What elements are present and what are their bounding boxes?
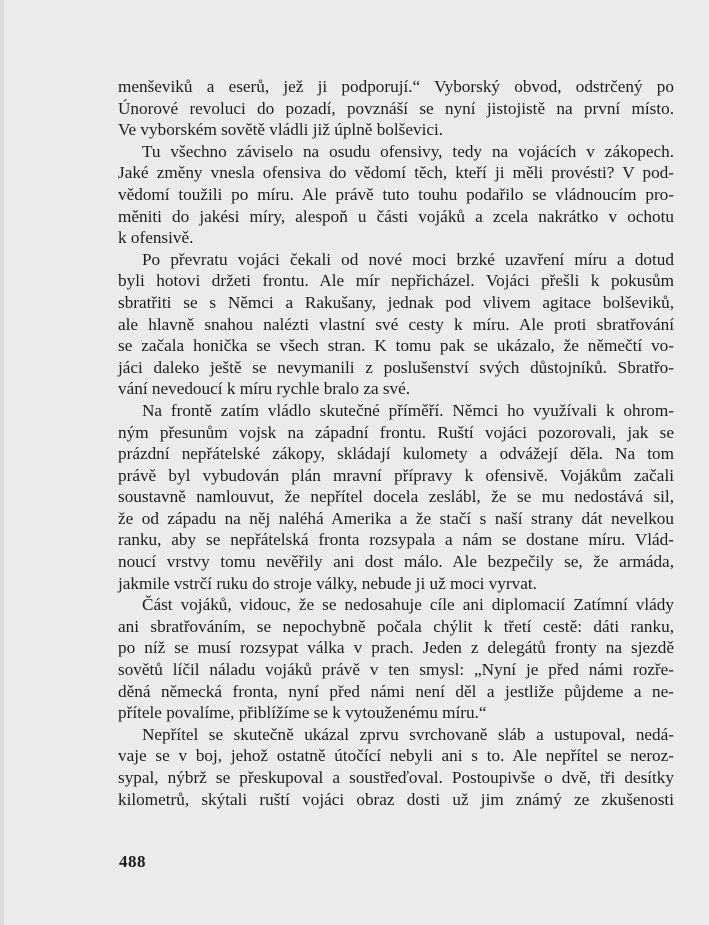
paragraph [118,249,674,400]
text-line: Nepřítel se skutečně ukázal zprvu svrchovaně sláb a ustupoval, nedá- [142,724,674,744]
text-line: sypal, nýbrž se přeskupoval a soustřeďoval. Postoupivše o dvě, tři desítky [118,768,674,787]
text-line: ale hlavně snahou nalézti vlastní své cesty k míru. Ale proti sbratřování [118,314,674,334]
paragraph [118,400,674,594]
text-line: měniti do jakési míry, alespoň u části vojáků a zcela nakrátko v ochotu [118,206,674,226]
text-line: Ve vyborském sovětě vládli již úplně bolševici. [118,120,444,140]
text-line: sovětů líčil náladu vojáků právě v ten smysl: „Nyní je před námi rozře- [118,660,674,680]
text-line: se začala honička se všech stran. K tomu pak se ukázalo, že němečtí vo- [118,336,674,356]
text-line: menševiků a eserů, jež ji podporují.“ Vyborský obvod, odstrčený po [118,77,674,96]
text-line: Jaké změny vnesla ofensiva do vědomí těch, kteří ji měli provésti? V pod- [118,163,674,183]
text-line: Po převratu vojáci čekali od nové moci brzké uzavření míru a dotud [142,249,674,269]
page-number: 488 [119,852,146,871]
text-line: vědomí toužili po míru. Ale právě tuto touhu podařilo se vládnoucím pro- [118,184,674,204]
text-line: Na frontě zatím vládlo skutečné příměří. Němci ho využívali k ohrom- [142,400,674,420]
text-line: Tu všechno záviselo na osudu ofensivy, tedy na vojácích v zákopech. [142,141,674,161]
text-line: právě byl vybudován plán mravní přípravy k ofensivě. Vojákům začali [118,465,674,485]
text-line: děná německá fronta, nyní před námi není děl a jestliže půjdeme a ne- [118,681,674,701]
paragraph [118,76,674,141]
text-line: k ofensivě. [118,228,194,248]
paragraph [118,724,674,810]
text-line: sbratřiti se s Němci a Rakušany, jednak pod vlivem agitace bolševiků, [118,292,674,312]
text-line: ranku, aby se nepřátelská fronta rozsypala a nám se dostane míru. Vlád- [118,530,674,550]
text-line: jakmile vstrčí ruku do stroje války, nebude ji už moci vyrvat. [118,573,537,593]
text-line: byli hotovi držeti frontu. Ale mír nepřicházel. Vojáci přešli k pokusům [118,271,674,291]
text-line: ani sbratřováním, se nepochybně počala chýlit k třetí cestě: dáti ranku, [118,616,674,636]
text-line: noucí vrstvy tomu nevěřily ani dost málo. Ale bezpečily se, že armáda, [118,552,674,572]
text-line: prázdní nepřátelské zákopy, skládají kulomety a odvážejí děla. Na tom [118,444,674,464]
text-line: po níž se musí rozsypat válka v prach. Jeden z delegátů fronty na sjezdě [118,638,674,658]
paragraph [118,141,674,249]
text-line: že od západu na něj naléhá Amerika a že stačí s naší strany dát nevelkou [118,508,674,528]
text-line: přítele povalíme, přiblížíme se k vytouženému míru.“ [118,703,487,723]
text-line: Únorové revoluci do pozadí, povznáší se nyní jistojistě na první místo. [118,98,674,118]
text-line: ným přesunům vojsk na západní frontu. Ruští vojáci pozorovali, jak se [118,422,674,442]
text-line: jáci daleko ještě se nevymanili z poslušenství svých důstojníků. Sbratřo- [118,357,674,377]
body-text [118,76,674,810]
text-line: Část vojáků, vidouc, že se nedosahuje cíle ani diplomacií Zatímní vlády [142,595,674,615]
scan-edge [0,0,4,925]
paragraph [118,594,674,724]
text-line: vání nevedoucí k míru rychle bralo za své. [118,379,411,399]
text-line: soustavně namlouvut, že nepřítel docela zeslábl, že se mu nedostává sil, [118,487,674,507]
text-line: vaje se v boj, jehož ostatně útočící nebyli ani s to. Ale nepřítel se neroz- [118,746,674,766]
text-line: kilometrů, skýtali ruští vojáci obraz dosti už jim známý ze zkušenosti [118,789,674,809]
